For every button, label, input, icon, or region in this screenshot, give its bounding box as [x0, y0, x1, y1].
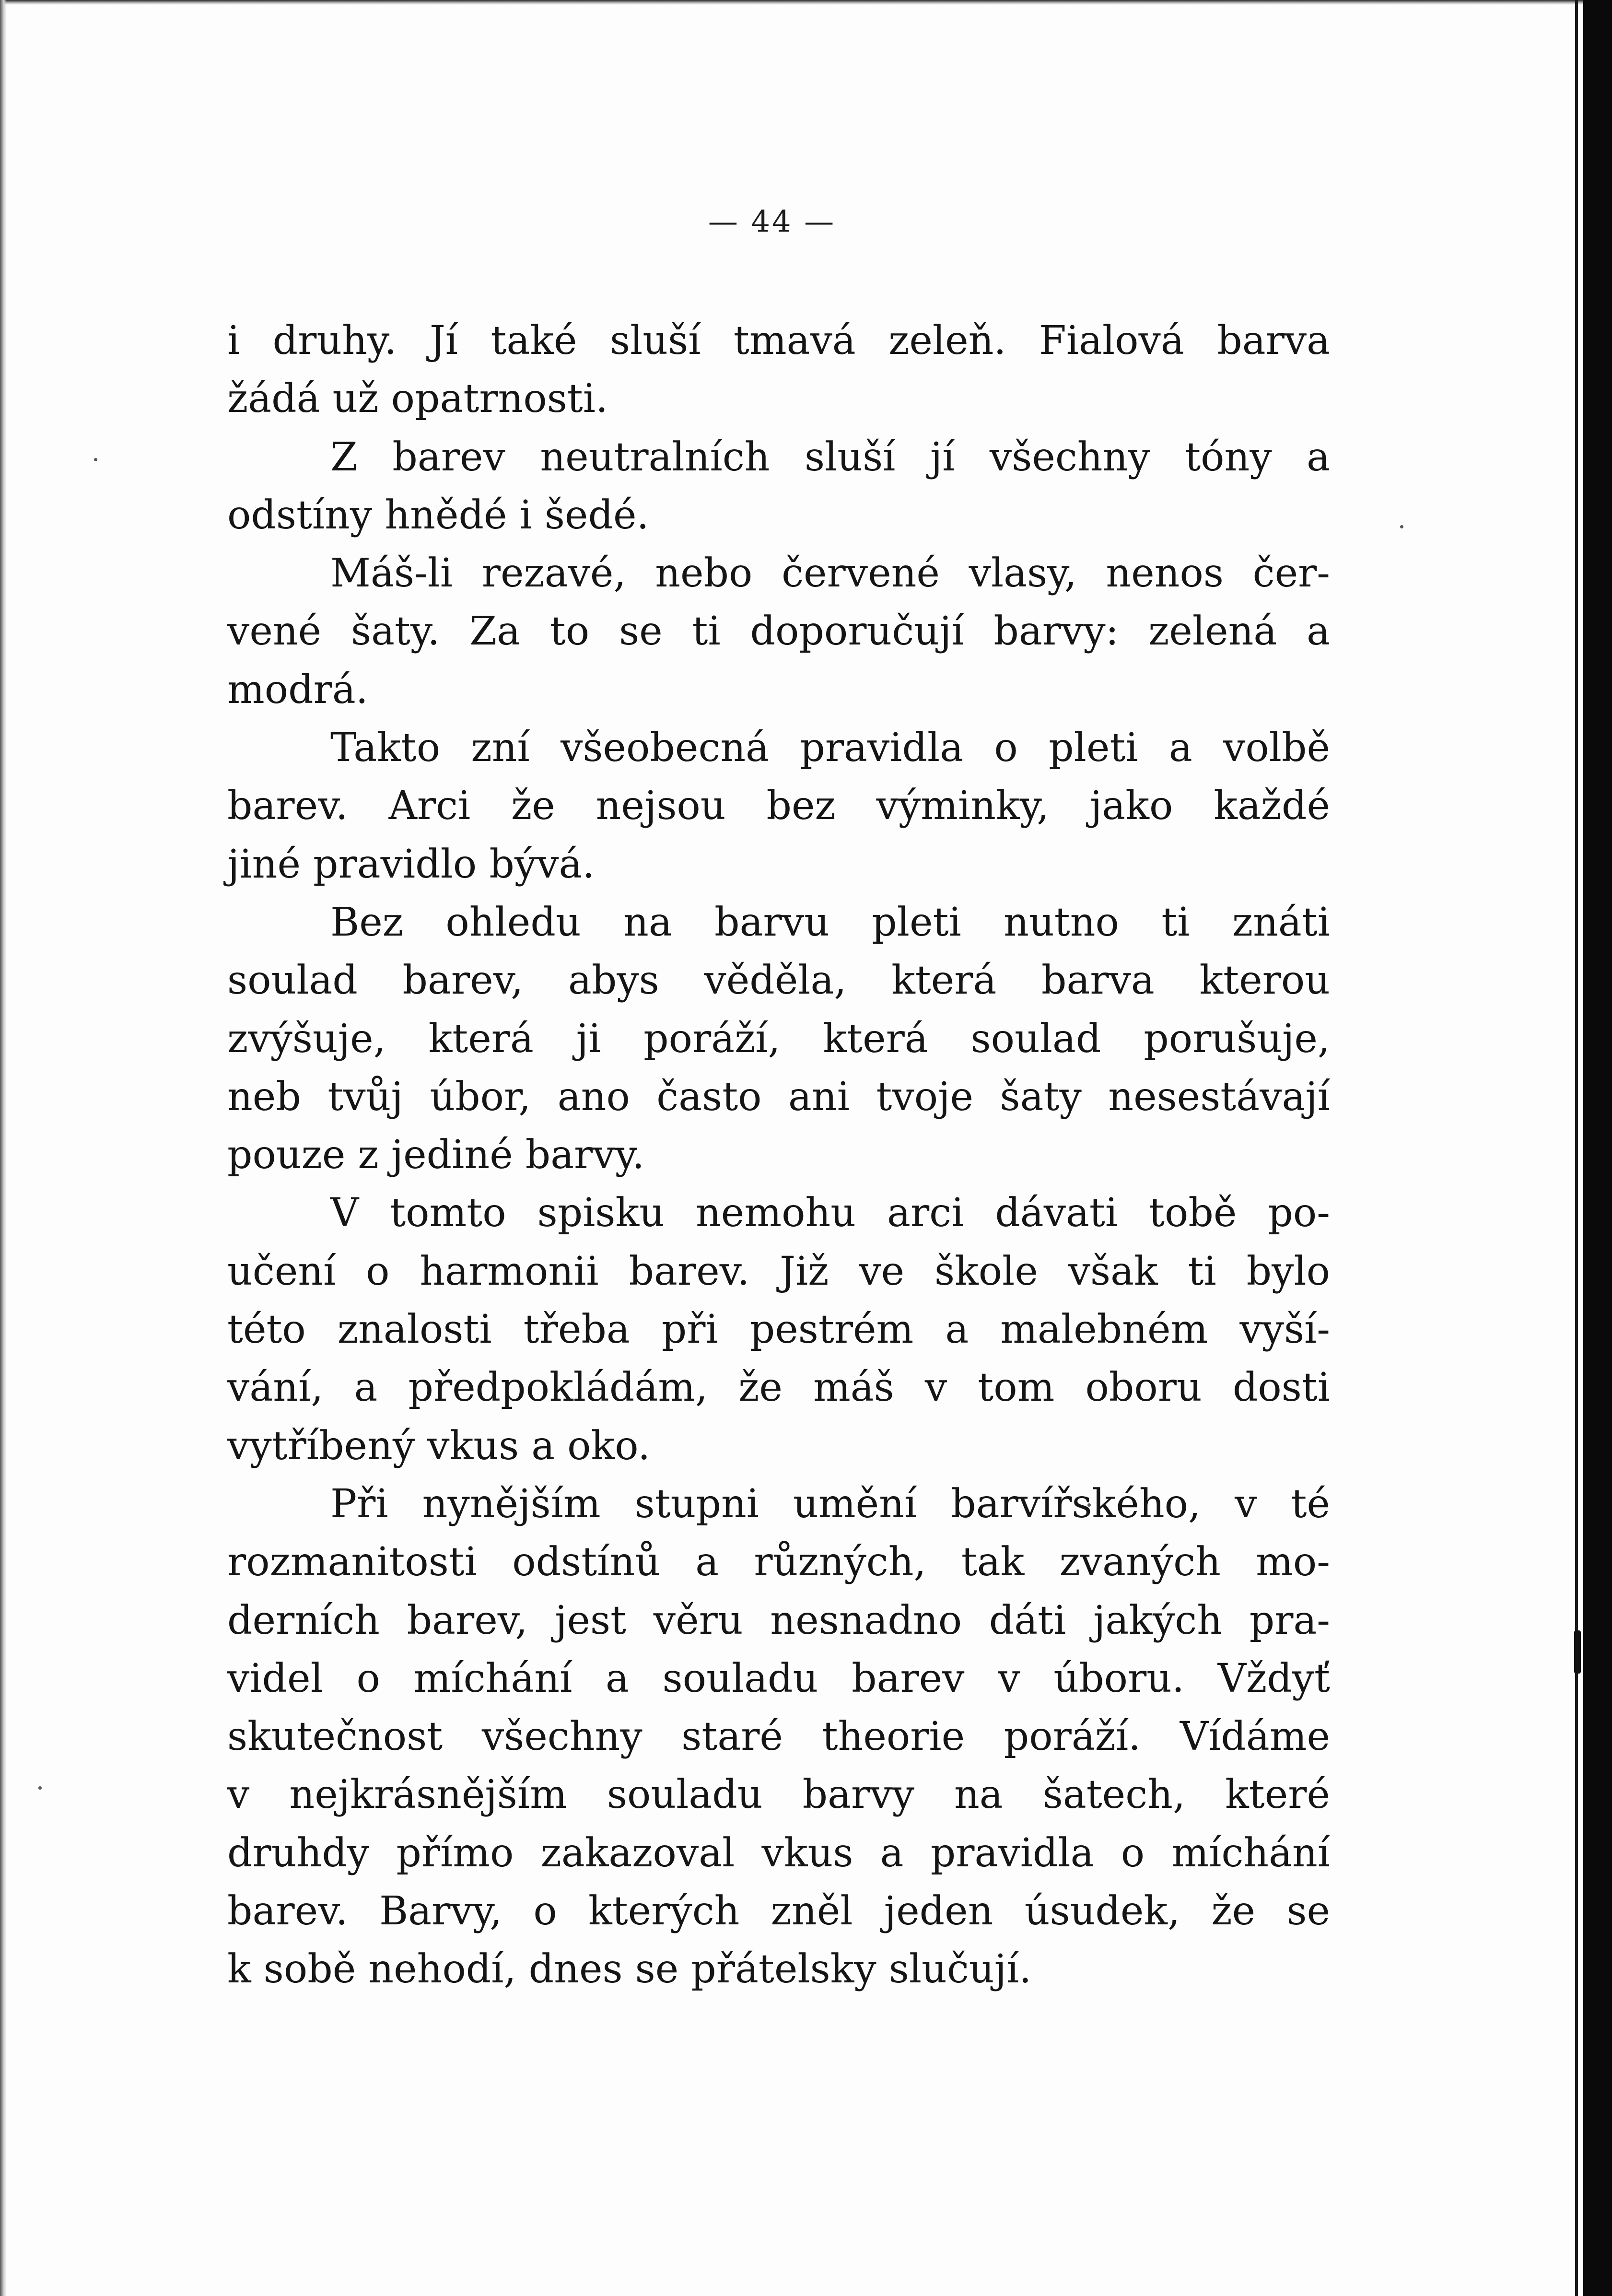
- text-line: vené šaty. Za to se ti doporučují barvy: zelená a: [227, 609, 1330, 655]
- scan-edge-notch: [1574, 1630, 1581, 1674]
- text-line: učení o harmonii barev. Již ve škole však ti bylo: [227, 1248, 1330, 1294]
- text-line: Z barev neutralních sluší jí všechny tóny a: [330, 434, 1330, 480]
- page-number: — 44 —: [708, 204, 836, 239]
- text-line: druhdy přímo zakazoval vkus a pravidla o míchání: [227, 1830, 1330, 1876]
- text-line: v nejkrásnějším souladu barvy na šatech, které: [227, 1772, 1330, 1818]
- text-line: barev. Arci že nejsou bez výminky, jako každé: [227, 783, 1330, 829]
- text-line: videl o míchání a souladu barev v úboru. Vždyť: [227, 1655, 1330, 1701]
- text-line: V tomto spisku nemohu arci dávati tobě po-: [330, 1190, 1330, 1236]
- text-line: Takto zní všeobecná pravidla o pleti a volbě: [330, 725, 1330, 771]
- text-line: rozmanitosti odstínů a různých, tak zvaných mo-: [227, 1539, 1330, 1585]
- scan-edge-top: [0, 0, 1612, 5]
- text-line: skutečnost všechny staré theorie poráží. Vídáme: [227, 1714, 1330, 1760]
- scan-edge-right: [1583, 0, 1612, 2296]
- scan-edge-right-line: [1575, 0, 1578, 2296]
- scan-speck: [38, 1786, 42, 1790]
- text-line: soulad barev, abys věděla, která barva kterou: [227, 958, 1330, 1004]
- text-line: Při nynějším stupni umění barvířského, v té: [330, 1481, 1330, 1527]
- text-line: Bez ohledu na barvu pleti nutno ti znáti: [330, 899, 1330, 945]
- text-line: modrá.: [227, 667, 368, 713]
- text-line: této znalosti třeba při pestrém a malebném vyší-: [227, 1307, 1330, 1353]
- scan-edge-left: [0, 0, 7, 2296]
- text-line: odstíny hnědé i šedé.: [227, 492, 649, 538]
- scan-speck: [1400, 525, 1403, 528]
- text-line: jiné pravidlo bývá.: [227, 841, 595, 887]
- text-line: vytříbený vkus a oko.: [227, 1423, 651, 1469]
- text-line: barev. Barvy, o kterých zněl jeden úsudek, že se: [227, 1888, 1330, 1934]
- text-line: pouze z jediné barvy.: [227, 1132, 645, 1178]
- text-line: Máš-li rezavé, nebo červené vlasy, nenos čer-: [330, 551, 1330, 597]
- text-line: neb tvůj úbor, ano často ani tvoje šaty nesestávají: [227, 1074, 1330, 1120]
- text-line: k sobě nehodí, dnes se přátelsky slučují.: [227, 1946, 1032, 1992]
- text-line: derních barev, jest věru nesnadno dáti jakých pra-: [227, 1597, 1330, 1643]
- body-text: [227, 312, 1330, 1999]
- scan-speck: [94, 458, 97, 461]
- text-line: i druhy. Jí také sluší tmavá zeleň. Fialová barva: [227, 318, 1330, 363]
- text-line: zvýšuje, která ji poráží, která soulad porušuje,: [227, 1016, 1330, 1062]
- text-line: žádá už opatrnosti.: [227, 376, 608, 422]
- text-line: vání, a předpokládám, že máš v tom oboru dosti: [227, 1365, 1330, 1411]
